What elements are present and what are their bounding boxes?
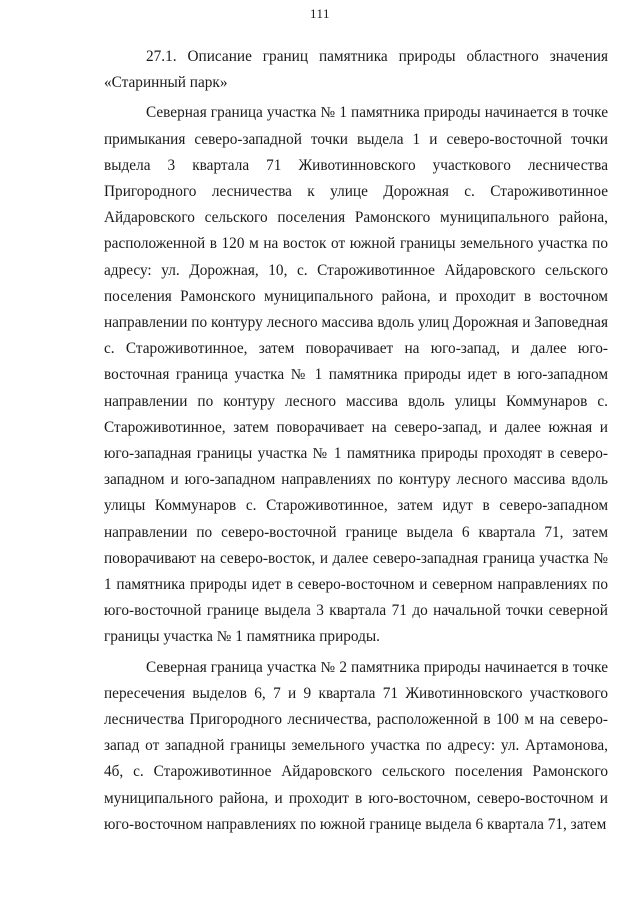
document-body [104,44,608,838]
page-number: 111 [309,6,331,21]
paragraph-site-2: Северная граница участка № 2 памятника природы начинается в точке пересечения выделов 6, 7 и 9 квартала 71 Животинновского участкового лесничества Пригородного лесничества, расположенной в 100 м на северо-запад от западной границы земельного участка по адресу: ул. Артамонова, 4б, с. Староживотинное Айдаровского сельского поселения Рамонского муниципального района, и проходит в юго-восточном, северо-восточном и юго-восточном направлениях по южной границе выдела 6 квартала 71, затем [104,658,608,833]
section-heading: 27.1. Описание границ памятника природы областного значения «Старинный парк» [104,48,608,92]
paragraph-site-1: Северная граница участка № 1 памятника природы начинается в точке примыкания северо-западной точки выдела 1 и северо-восточной точки выдела 3 квартала 71 Животинновского участкового лесничества Пригородного лесничества к улице Дорожная с. Староживотинное Айдаровского сельского поселения Рамонского муниципального района, расположенной в 120 м на восток от южной границы земельного участка по адресу: ул. Дорожная, 10, с. Староживотинное Айдаровского сельского поселения Рамонского муниципального района, и проходит в восточном направлении по контуру лесного массива вдоль улиц Дорожная и Заповедная с. Староживотинное, затем поворачивает на юго-запад, и далее юго-восточная граница участка № 1 памятника природы идет в юго-западном направлении по контуру лесного массива вдоль улицы Коммунаров с. Староживотинное, затем поворачивает на северо-запад, и далее южная и юго-западная границы участка № 1 памятника природы проходят в северо-западном и юго-западном направлениях по контуру лесного массива вдоль улицы Коммунаров с. Староживотинное, затем идут в северо-западном направлении по северо-восточной границе выдела 6 квартала 71, затем поворачивают на северо-восток, и далее северо-западная граница участка № 1 памятника природы идет в северо-восточном и северном направлениях по юго-восточной границе выдела 3 квартала 71 до начальной точки северной границы участка № 1 памятника природы. [104,104,608,646]
